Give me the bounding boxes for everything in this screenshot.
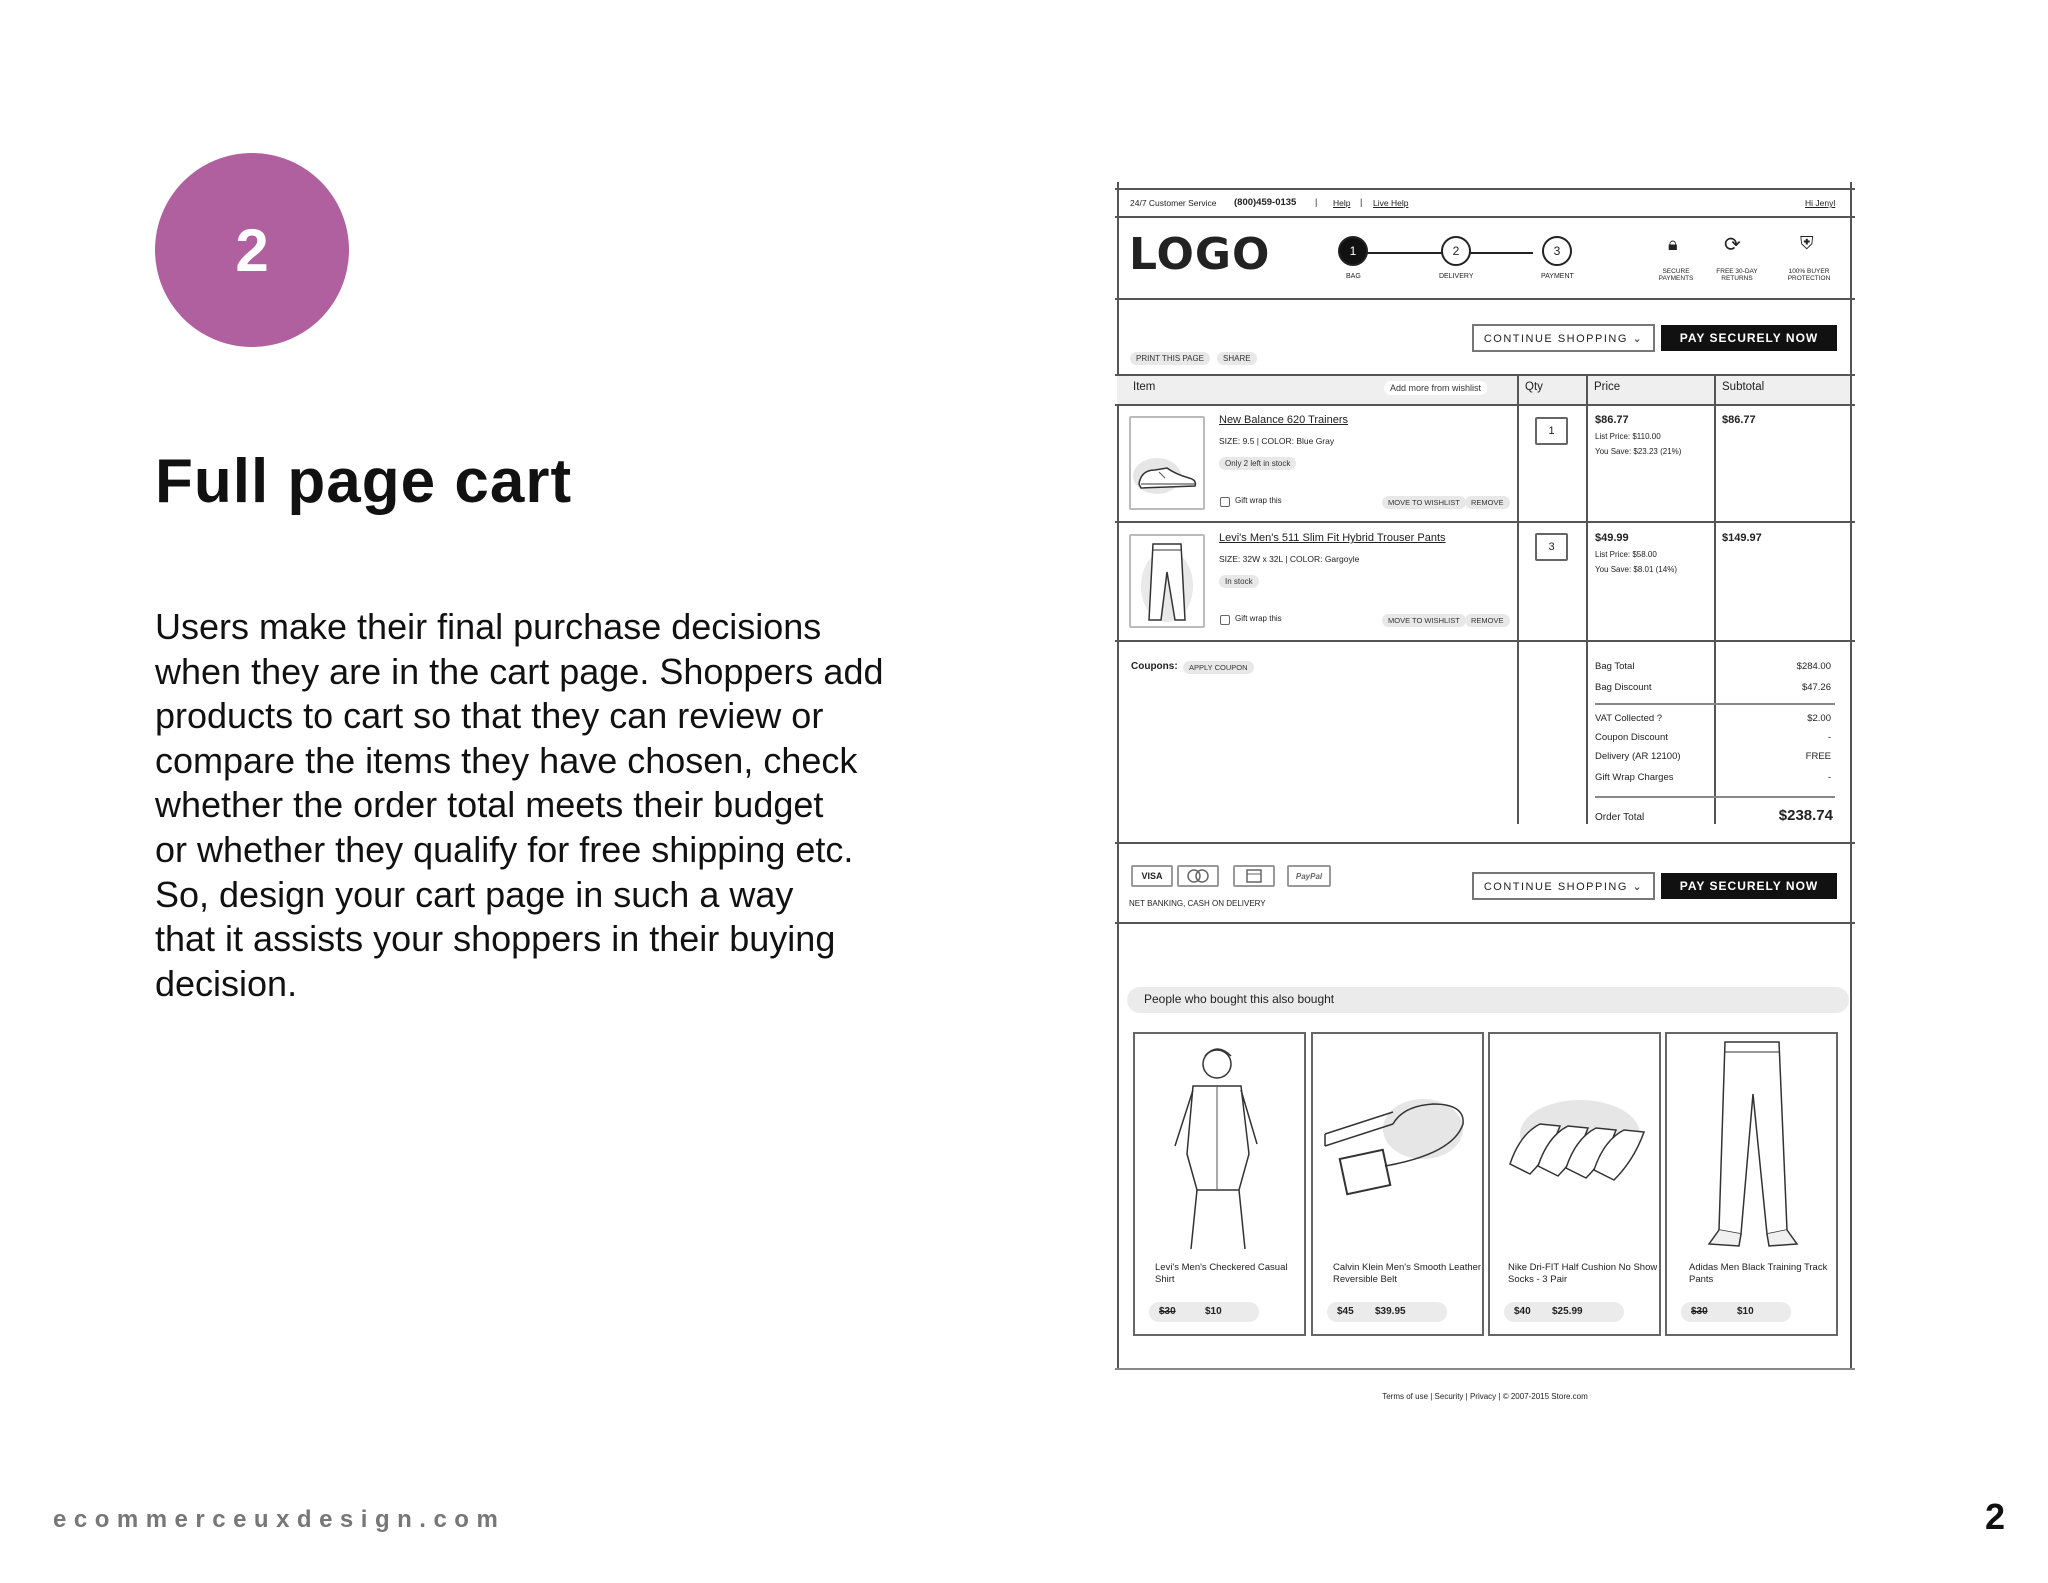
shirt-figure-icon (1135, 1034, 1304, 1254)
print-page-button[interactable]: PRINT THIS PAGE (1130, 352, 1210, 365)
item-attributes: SIZE: 32W x 32L | COLOR: Gargoyle (1219, 554, 1360, 564)
row-divider (1115, 640, 1855, 642)
old-price: $40 (1514, 1306, 1531, 1317)
product-image[interactable] (1129, 534, 1205, 628)
col-divider-qty (1517, 374, 1519, 824)
site-footer-links[interactable]: Terms of use | Security | Privacy | © 2007-2015 Store.com (1382, 1392, 1588, 1401)
footer-divider (1115, 1368, 1855, 1370)
order-total-value: $238.74 (1778, 807, 1833, 824)
separator: | (1360, 197, 1363, 207)
footer-website: ecommerceuxdesign.com (53, 1506, 506, 1533)
continue-shopping-button[interactable]: CONTINUE SHOPPING ⌄ (1472, 872, 1655, 900)
totals-divider (1595, 796, 1835, 798)
table-top-line (1115, 374, 1855, 376)
product-card[interactable] (1665, 1032, 1838, 1336)
totals-divider (1595, 703, 1835, 705)
description-text: Users make their final purchase decisions when they are in the cart page. Shoppers add products to cart so that they can review or compare the items they have chosen, check whether the order total meets their budget or whether they qualify for free shipping etc. So, design your cart page in such a way that it assists your shoppers in their buying decision. (155, 606, 884, 1004)
belt-icon (1313, 1034, 1482, 1254)
new-price: $39.95 (1375, 1306, 1406, 1317)
delivery-value: FREE (1805, 751, 1831, 762)
secure-payments-label: SECURE PAYMENTS (1658, 268, 1694, 282)
step-payment-label: PAYMENT (1541, 273, 1574, 280)
remove-button[interactable]: REMOVE (1465, 614, 1510, 627)
move-to-wishlist-button[interactable]: MOVE TO WISHLIST (1382, 614, 1466, 627)
col-divider-subtotal (1714, 374, 1716, 824)
step-payment: 3 (1542, 236, 1572, 266)
price-header: Price (1594, 381, 1621, 393)
mastercard-icon (1177, 865, 1219, 887)
step-delivery: 2 (1441, 236, 1471, 266)
bag-discount-value: $47.26 (1801, 682, 1831, 693)
bag-total-value: $284.00 (1796, 661, 1831, 672)
frame-right (1850, 182, 1852, 1370)
share-button[interactable]: SHARE (1217, 352, 1257, 365)
free-returns-label: FREE 30-DAY RETURNS (1716, 268, 1758, 282)
vat-label[interactable]: VAT Collected ? (1595, 713, 1663, 724)
you-save: You Save: $8.01 (14%) (1595, 565, 1677, 574)
new-price: $25.99 (1552, 1306, 1583, 1317)
bag-discount-label: Bag Discount (1595, 682, 1652, 693)
order-total-label: Order Total (1595, 812, 1645, 823)
new-price: $10 (1737, 1306, 1754, 1317)
remove-button[interactable]: REMOVE (1465, 496, 1510, 509)
item-name[interactable]: New Balance 620 Trainers (1219, 414, 1349, 426)
table-header-line (1115, 404, 1855, 406)
help-link[interactable]: Help (1333, 198, 1351, 208)
shoe-icon (1131, 418, 1203, 508)
continue-shopping-button[interactable]: CONTINUE SHOPPING ⌄ (1472, 324, 1655, 352)
product-image[interactable] (1129, 416, 1205, 510)
product-card[interactable] (1311, 1032, 1484, 1336)
col-divider-price (1586, 374, 1588, 824)
step-bag-label: BAG (1346, 273, 1361, 280)
qty-header: Qty (1525, 381, 1543, 393)
list-price: List Price: $58.00 (1595, 550, 1657, 559)
apply-coupon-button[interactable]: APPLY COUPON (1183, 661, 1254, 674)
item-subtotal: $86.77 (1722, 414, 1756, 426)
gift-wrap-label: Gift wrap this (1235, 496, 1282, 505)
product-card[interactable] (1488, 1032, 1661, 1336)
visa-icon: VISA (1131, 865, 1173, 887)
bag-total-label: Bag Total (1595, 661, 1635, 672)
item-subtotal: $149.97 (1722, 532, 1762, 544)
live-help-link[interactable]: Live Help (1373, 198, 1409, 208)
section-divider (1115, 842, 1855, 844)
qty-input[interactable]: 1 (1535, 417, 1568, 445)
old-price: $30 (1159, 1306, 1176, 1317)
payment-note: NET BANKING, CASH ON DELIVERY (1129, 899, 1266, 908)
add-from-wishlist-button[interactable]: Add more from wishlist (1384, 381, 1487, 395)
item-name[interactable]: Levi's Men's 511 Slim Fit Hybrid Trouser Pants (1219, 532, 1446, 544)
item-header: Item (1133, 381, 1156, 393)
gift-wrap-charges-value: - (1827, 772, 1831, 783)
step-bag: 1 (1338, 236, 1368, 266)
shield-icon: ⛨ (1800, 233, 1814, 253)
track-pants-icon (1667, 1034, 1836, 1254)
site-logo[interactable]: LOGO (1129, 229, 1271, 280)
gift-wrap-charges-label: Gift Wrap Charges (1595, 772, 1674, 783)
coupons-label: Coupons: (1131, 661, 1178, 672)
step-delivery-label: DELIVERY (1439, 273, 1474, 280)
lock-icon: 🔒︎ (1668, 234, 1678, 254)
item-price: $49.99 (1595, 532, 1629, 544)
frame-left (1117, 182, 1119, 1370)
card-icon (1233, 865, 1275, 887)
old-price: $45 (1337, 1306, 1354, 1317)
cart-wireframe (1115, 182, 1855, 1424)
paypal-icon: PayPal (1287, 865, 1331, 887)
gift-wrap-checkbox[interactable] (1220, 497, 1230, 507)
greeting-link[interactable]: Hi Jenyl (1805, 198, 1836, 208)
qty-input[interactable]: 3 (1535, 533, 1568, 561)
topbar-divider (1115, 216, 1855, 218)
list-price: List Price: $110.00 (1595, 432, 1661, 441)
vat-value: $2.00 (1807, 713, 1831, 724)
also-bought-title: People who bought this also bought (1144, 992, 1335, 1006)
customer-service-phone: (800)459-0135 (1234, 197, 1297, 208)
stock-status: In stock (1219, 575, 1259, 588)
pay-securely-button[interactable]: PAY SECURELY NOW (1661, 873, 1837, 899)
you-save: You Save: $23.23 (21%) (1595, 447, 1682, 456)
buyer-protection-label: 100% BUYER PROTECTION (1787, 268, 1831, 282)
item-price: $86.77 (1595, 414, 1629, 426)
step-number-badge: 2 (155, 153, 349, 347)
gift-wrap-label: Gift wrap this (1235, 614, 1282, 623)
section-divider (1115, 922, 1855, 924)
move-to-wishlist-button[interactable]: MOVE TO WISHLIST (1382, 496, 1466, 509)
customer-service-label: 24/7 Customer Service (1130, 198, 1217, 208)
page-title: Full page cart (155, 447, 573, 516)
new-price: $10 (1205, 1306, 1222, 1317)
product-name[interactable]: Levi's Men's Checkered Casual Shirt (1155, 1262, 1288, 1285)
old-price: $30 (1691, 1306, 1708, 1317)
gift-wrap-checkbox[interactable] (1220, 615, 1230, 625)
frame-top (1115, 188, 1855, 190)
subtotal-header: Subtotal (1722, 381, 1765, 393)
coupon-discount-label: Coupon Discount (1595, 732, 1668, 743)
delivery-label: Delivery (AR 12100) (1595, 751, 1681, 762)
page-number: 2 (1984, 1496, 2005, 1537)
row-divider (1115, 521, 1855, 523)
coupon-discount-value: - (1827, 732, 1831, 743)
product-card[interactable] (1133, 1032, 1306, 1336)
socks-icon (1490, 1034, 1659, 1254)
refresh-icon: ⟳ (1724, 234, 1741, 256)
pay-securely-button[interactable]: PAY SECURELY NOW (1661, 325, 1837, 351)
stock-status: Only 2 left in stock (1219, 457, 1296, 470)
item-attributes: SIZE: 9.5 | COLOR: Blue Gray (1219, 436, 1335, 446)
product-name[interactable]: Adidas Men Black Training Track Pants (1689, 1262, 1828, 1285)
trousers-icon (1131, 536, 1203, 626)
product-name[interactable]: Nike Dri-FIT Half Cushion No Show Socks - 3 Pair (1508, 1262, 1658, 1285)
separator: | (1315, 197, 1318, 207)
product-name[interactable]: Calvin Klein Men's Smooth Leather Reversible Belt (1333, 1262, 1482, 1285)
header-divider (1115, 298, 1855, 300)
